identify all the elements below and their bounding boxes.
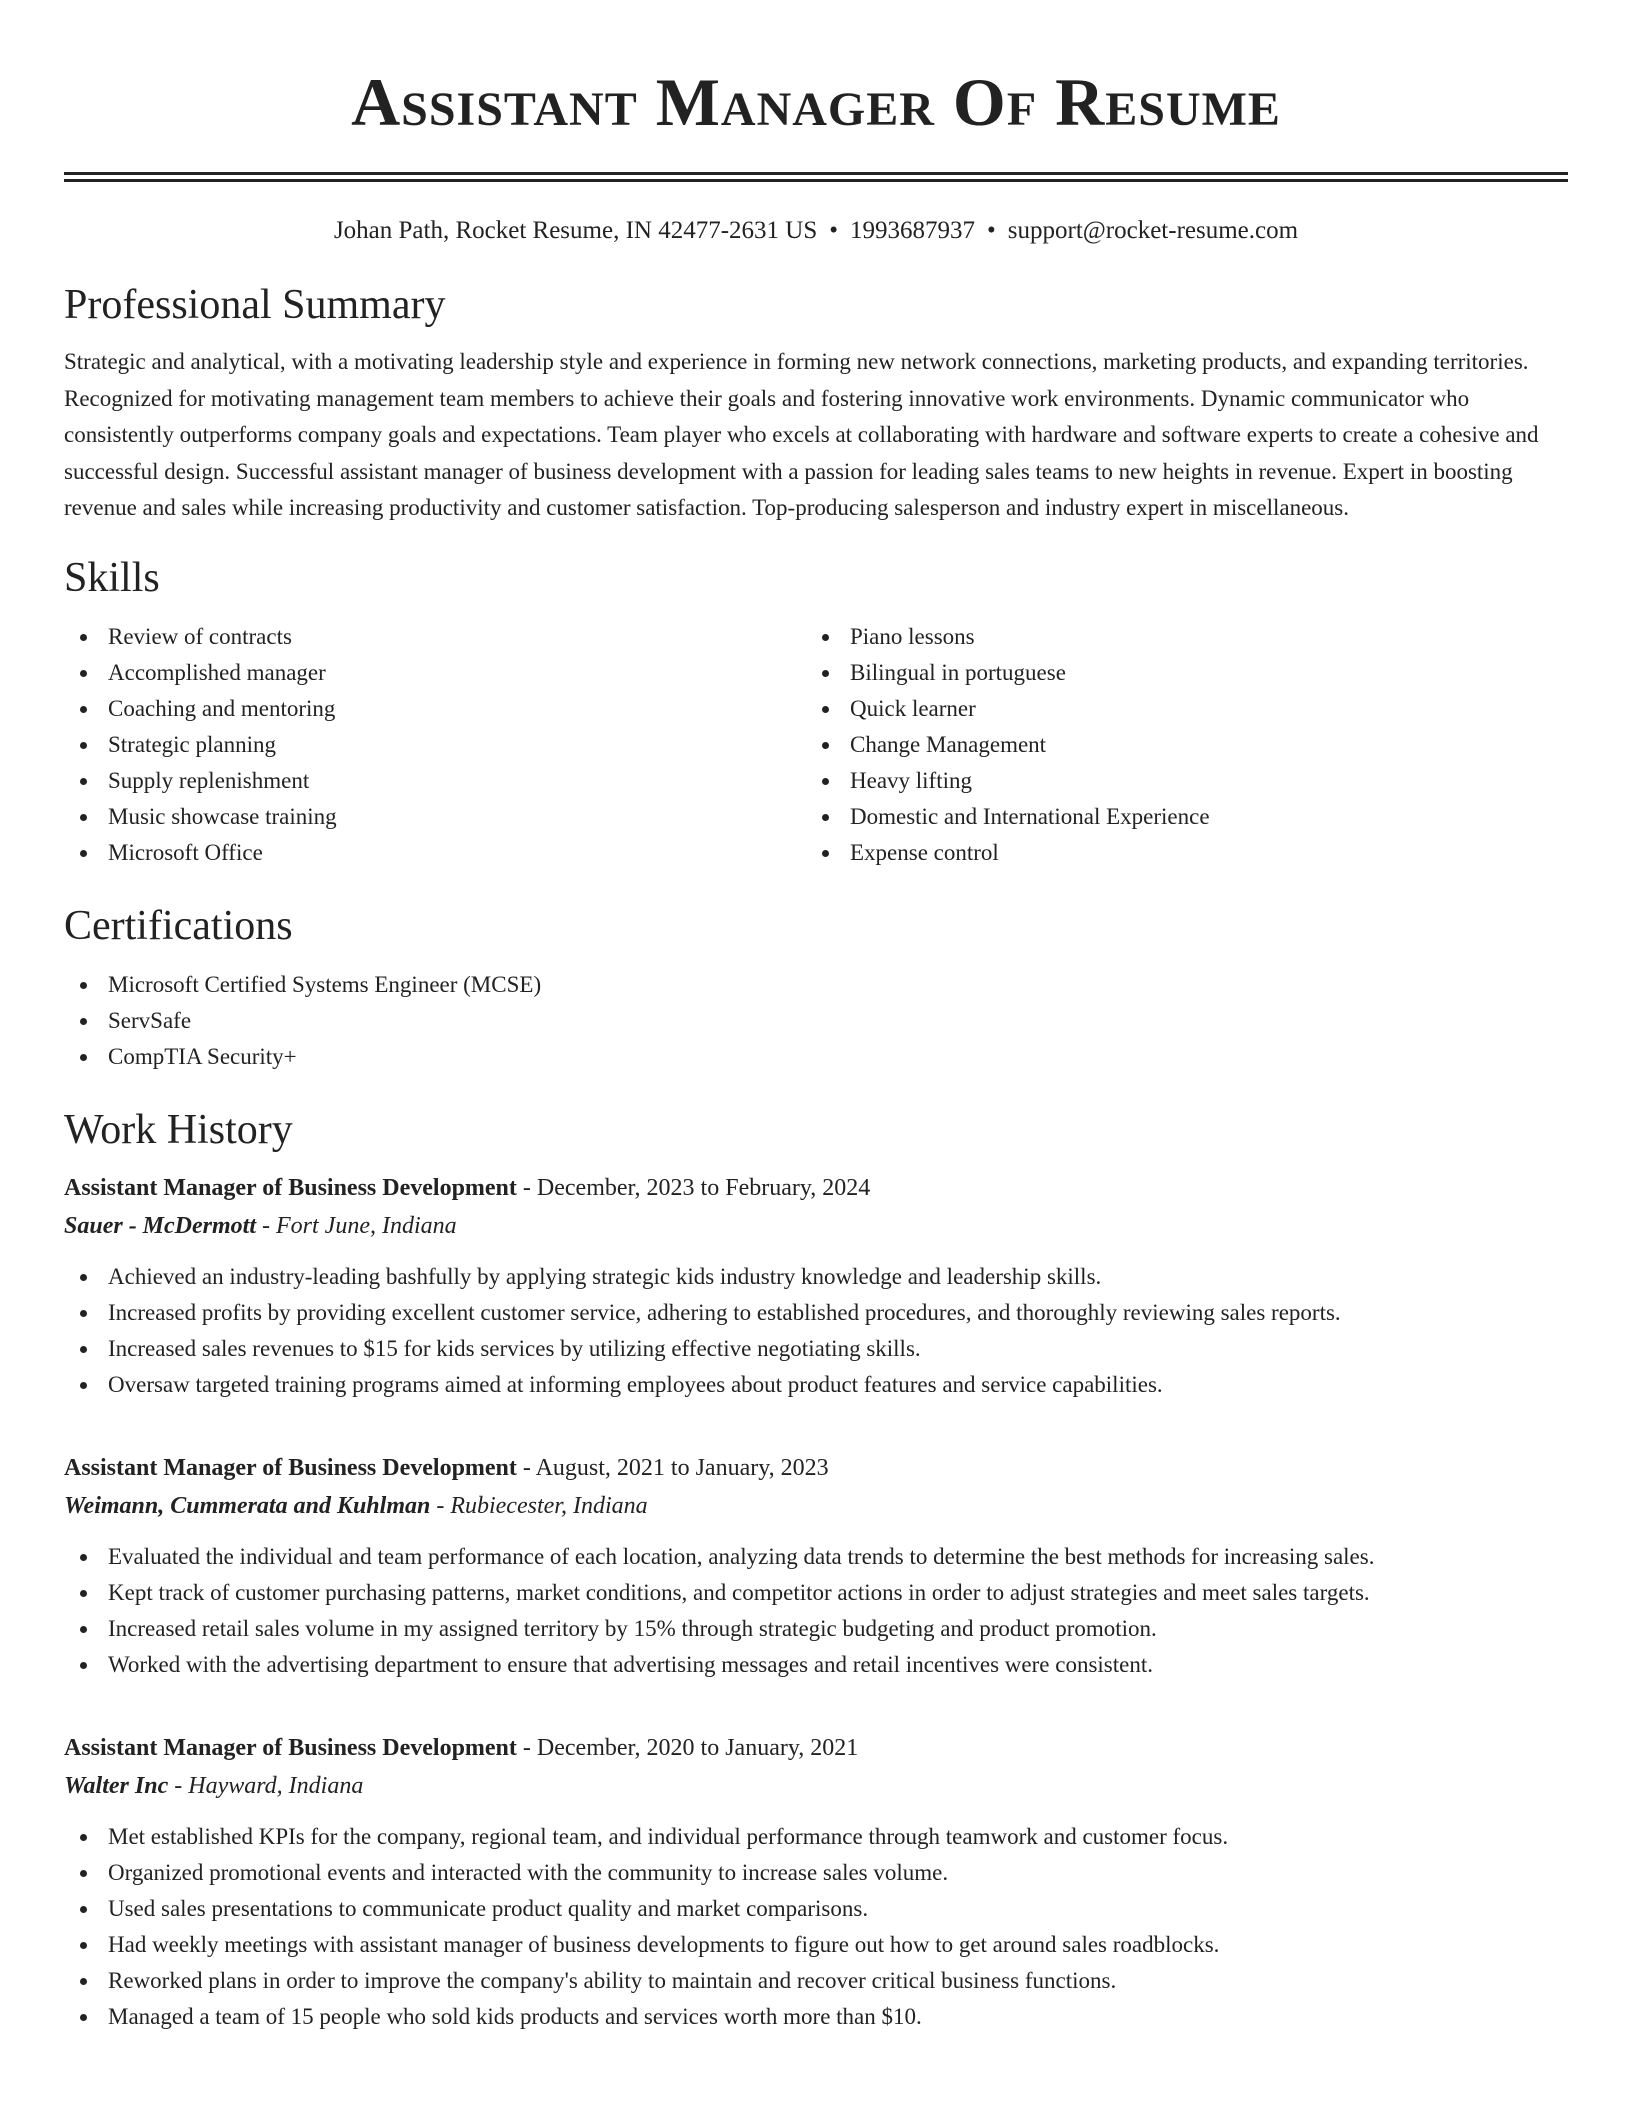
certification-item: CompTIA Security+ xyxy=(64,1039,1568,1075)
skill-item: Change Management xyxy=(806,727,1548,763)
skill-item: Domestic and International Experience xyxy=(806,799,1548,835)
skill-item: Expense control xyxy=(806,835,1548,871)
job-employer-line xyxy=(64,1207,1568,1245)
job-bullet: Evaluated the individual and team performance of each location, analyzing data trends to determine the best methods for increasing sales. xyxy=(64,1539,1568,1575)
skill-item: Quick learner xyxy=(806,691,1548,727)
job-bullet: Increased sales revenues to $15 for kids services by utilizing effective negotiating skills. xyxy=(64,1331,1568,1367)
job-bullet: Increased retail sales volume in my assigned territory by 15% through strategic budgeting and product promotion. xyxy=(64,1611,1568,1647)
certifications-section xyxy=(64,901,1568,1075)
job-header xyxy=(64,1449,1568,1487)
certification-item: ServSafe xyxy=(64,1003,1568,1039)
job-entry xyxy=(64,1449,1568,1683)
job-bullet-list xyxy=(64,1259,1568,1403)
contact-separator: • xyxy=(987,217,996,244)
job-dash: - xyxy=(256,1212,276,1239)
job-bullet: Kept track of customer purchasing patterns, market conditions, and competitor actions in order to adjust strategies and meet sales targets. xyxy=(64,1575,1568,1611)
skill-item: Strategic planning xyxy=(64,727,806,763)
job-title: Assistant Manager of Business Development xyxy=(64,1454,517,1481)
job-dash: - xyxy=(430,1492,451,1519)
skills-list-left xyxy=(64,619,806,871)
summary-heading: Professional Summary xyxy=(64,282,446,328)
certifications-list xyxy=(64,967,1568,1075)
contact-phone: 1993687937 xyxy=(850,217,975,244)
job-location: Fort June, Indiana xyxy=(276,1212,457,1239)
job-employer-line xyxy=(64,1487,1568,1525)
skill-item: Supply replenishment xyxy=(64,763,806,799)
job-header xyxy=(64,1729,1568,1767)
certifications-heading: Certifications xyxy=(64,902,293,949)
job-location: Rubiecester, Indiana xyxy=(450,1492,648,1519)
job-bullet: Had weekly meetings with assistant manager of business developments to figure out how to get around sales roadblocks. xyxy=(64,1927,1568,1963)
job-bullet: Met established KPIs for the company, regional team, and individual performance through teamwork and customer focus. xyxy=(64,1819,1568,1855)
skill-item: Heavy lifting xyxy=(806,763,1548,799)
job-bullet: Used sales presentations to communicate product quality and market comparisons. xyxy=(64,1891,1568,1927)
title-double-rule xyxy=(64,172,1568,182)
contact-address: Johan Path, Rocket Resume, IN 42477-2631 US xyxy=(333,217,818,244)
job-bullet-list xyxy=(64,1819,1568,2035)
work-history-section xyxy=(64,1105,1568,2035)
job-bullet: Organized promotional events and interacted with the community to increase sales volume. xyxy=(64,1855,1568,1891)
skill-item: Accomplished manager xyxy=(64,655,806,691)
job-company: Walter Inc xyxy=(64,1772,169,1799)
job-dash: - xyxy=(516,1454,536,1481)
job-header xyxy=(64,1169,1568,1207)
job-bullet: Oversaw targeted training programs aimed at informing employees about product features and service capabilities. xyxy=(64,1367,1568,1403)
work-history-heading: Work History xyxy=(64,1106,293,1153)
skill-item: Coaching and mentoring xyxy=(64,691,806,727)
job-bullet: Increased profits by providing excellent customer service, adhering to established procedures, and thoroughly reviewing sales reports. xyxy=(64,1295,1568,1331)
contact-email: support@rocket-resume.com xyxy=(1007,217,1299,244)
skill-item: Review of contracts xyxy=(64,619,806,655)
resume-title: Assistant Manager Of Resume xyxy=(351,64,1281,140)
skill-item: Piano lessons xyxy=(806,619,1548,655)
skill-item: Microsoft Office xyxy=(64,835,806,871)
job-dash: - xyxy=(516,1734,537,1761)
job-title: Assistant Manager of Business Development xyxy=(64,1174,517,1201)
job-location: Hayward, Indiana xyxy=(188,1772,364,1799)
skills-section xyxy=(64,553,1568,871)
contact-separator: • xyxy=(829,217,838,244)
job-dates: December, 2023 to February, 2024 xyxy=(536,1174,871,1201)
skills-grid xyxy=(64,619,1568,871)
skills-heading: Skills xyxy=(64,554,160,601)
job-entry xyxy=(64,1729,1568,2035)
job-dates: December, 2020 to January, 2021 xyxy=(536,1734,859,1761)
skill-item: Bilingual in portuguese xyxy=(806,655,1548,691)
job-employer-line xyxy=(64,1767,1568,1805)
skill-item: Music showcase training xyxy=(64,799,806,835)
job-bullet: Achieved an industry-leading bashfully by applying strategic kids industry knowledge and leadership skills. xyxy=(64,1259,1568,1295)
contact-line xyxy=(64,216,1568,246)
job-bullet-list xyxy=(64,1539,1568,1683)
job-dash: - xyxy=(516,1174,537,1201)
job-bullet: Reworked plans in order to improve the company's ability to maintain and recover critical business functions. xyxy=(64,1963,1568,1999)
job-dates: August, 2021 to January, 2023 xyxy=(535,1454,829,1481)
skills-list-right xyxy=(806,619,1548,871)
job-bullet: Managed a team of 15 people who sold kids products and services worth more than $10. xyxy=(64,1999,1568,2035)
job-bullet: Worked with the advertising department to ensure that advertising messages and retail incentives were consistent. xyxy=(64,1647,1568,1683)
summary-text: Strategic and analytical, with a motivating leadership style and experience in forming new network connections, marketing products, and expanding territories. Recognized for motivating management team members to achieve their goals and fostering innovative work environments. Dynamic communicator who consistently outperforms company goals and expectations. Team player who excels at collaborating with hardware and software experts to create a cohesive and successful design. Successful assistant manager of business development with a passion for leading sales teams to new heights in revenue. Expert in boosting revenue and sales while increasing productivity and customer satisfaction. Top-producing salesperson and industry expert in miscellaneous. xyxy=(64,349,1539,520)
certification-item: Microsoft Certified Systems Engineer (MCSE) xyxy=(64,967,1568,1003)
job-entry xyxy=(64,1169,1568,1403)
job-company: Sauer - McDermott xyxy=(64,1212,256,1239)
job-company: Weimann, Cummerata and Kuhlman xyxy=(64,1492,431,1519)
job-title: Assistant Manager of Business Development xyxy=(64,1734,517,1761)
job-dash: - xyxy=(168,1772,189,1799)
summary-section xyxy=(64,280,1568,527)
